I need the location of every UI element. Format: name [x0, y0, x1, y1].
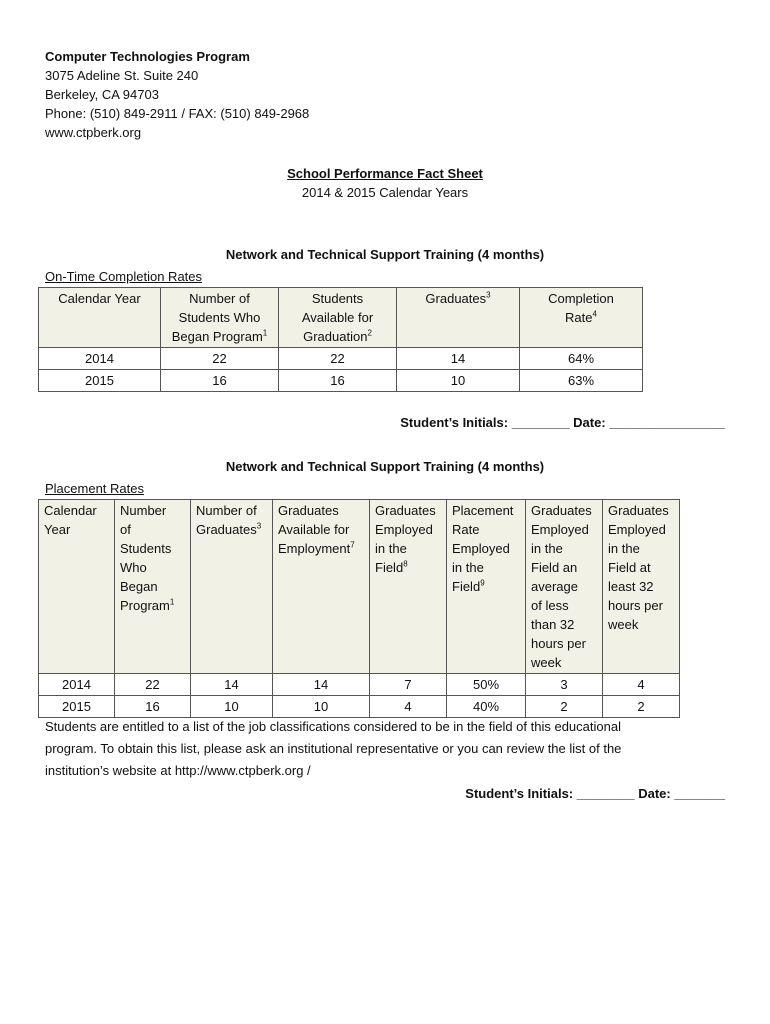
section1-caption: On-Time Completion Rates — [45, 269, 203, 284]
table-row — [39, 370, 643, 392]
note-line-1: Students are entitled to a list of the job classifications considered to be in the field of this educational — [45, 719, 621, 734]
cell-graduates: 10 — [191, 696, 273, 718]
section2-program-title: Network and Technical Support Training (4 months) — [225, 459, 545, 474]
cell-available: 14 — [273, 674, 370, 696]
col-header-graduates: Number of Graduates$^3$ — [191, 500, 273, 674]
table-header-row — [39, 500, 680, 674]
initials-label: Student’s Initials: — [400, 415, 509, 430]
initials-field[interactable]: ________ — [511, 415, 570, 430]
col-header-began: Number of Students Who Began Program$^1$ — [161, 288, 279, 348]
cell-graduates: 10 — [397, 370, 520, 392]
col-header-employed: Graduates Employed in the Field$^8$ — [370, 500, 447, 674]
col-header-placement-rate: Placement Rate Employed in the Field$^9$ — [447, 500, 526, 674]
cell-began: 16 — [115, 696, 191, 718]
section1-program-title: Network and Technical Support Training (4 months) — [225, 247, 545, 262]
date-field[interactable]: ________________ — [609, 415, 725, 430]
table-header-row — [39, 288, 643, 348]
table-row — [39, 674, 680, 696]
section2-caption: Placement Rates — [45, 481, 144, 496]
completion-rates-table — [38, 287, 643, 392]
header-block — [45, 47, 309, 142]
cell-less-than-32: 2 — [526, 696, 603, 718]
col-header-year: Calendar Year — [39, 288, 161, 348]
cell-year: 2014 — [39, 348, 161, 370]
col-header-less-than-32: Graduates Employed in the Field an average of less than 32 hours per week — [526, 500, 603, 674]
note-line-2: program. To obtain this list, please ask an institutional representative or you can review the list of the — [45, 741, 622, 756]
note-line-3: institution’s website at http://www.ctpberk.org / — [45, 763, 311, 778]
cell-rate: 50% — [447, 674, 526, 696]
table-row — [39, 696, 680, 718]
col-header-graduates: Graduates$^3$ — [397, 288, 520, 348]
col-header-available: Students Available for Graduation$^2$ — [279, 288, 397, 348]
cell-available: 22 — [279, 348, 397, 370]
org-name: Computer Technologies Program — [45, 49, 250, 64]
cell-employed: 4 — [370, 696, 447, 718]
initials-label: Student’s Initials: — [465, 786, 574, 801]
page-subtitle: 2014 & 2015 Calendar Years — [301, 185, 469, 200]
cell-began: 16 — [161, 370, 279, 392]
table-row — [39, 348, 643, 370]
col-header-year: Calendar Year — [39, 500, 115, 674]
address-line-2: Berkeley, CA 94703 — [45, 87, 159, 102]
date-label: Date: — [638, 786, 671, 801]
website: www.ctpberk.org — [45, 125, 142, 140]
cell-employed: 7 — [370, 674, 447, 696]
cell-rate: 40% — [447, 696, 526, 718]
title-block — [0, 164, 770, 202]
section2-initials-line — [465, 784, 725, 803]
placement-rates-table — [38, 499, 680, 718]
cell-year: 2015 — [39, 696, 115, 718]
cell-at-least-32: 4 — [603, 674, 680, 696]
section1-initials-line — [400, 413, 725, 432]
cell-began: 22 — [161, 348, 279, 370]
job-classification-note — [45, 716, 735, 782]
address-line-1: 3075 Adeline St. Suite 240 — [45, 68, 199, 83]
cell-available: 16 — [279, 370, 397, 392]
col-header-completion-rate: Completion Rate$^4$ — [520, 288, 643, 348]
cell-available: 10 — [273, 696, 370, 718]
date-label: Date: — [573, 415, 606, 430]
page-title: School Performance Fact Sheet — [287, 166, 483, 181]
cell-graduates: 14 — [191, 674, 273, 696]
col-header-available: Graduates Available for Employment$^7$ — [273, 500, 370, 674]
cell-began: 22 — [115, 674, 191, 696]
cell-rate: 64% — [520, 348, 643, 370]
phone-fax: Phone: (510) 849-2911 / FAX: (510) 849-2968 — [45, 106, 310, 121]
cell-less-than-32: 3 — [526, 674, 603, 696]
initials-field[interactable]: ________ — [576, 786, 635, 801]
cell-graduates: 14 — [397, 348, 520, 370]
col-header-began: Number of Students Who Began Program$^1$ — [115, 500, 191, 674]
col-header-at-least-32: Graduates Employed in the Field at least 32 hours per week — [603, 500, 680, 674]
cell-year: 2014 — [39, 674, 115, 696]
date-field[interactable]: _______ — [674, 786, 725, 801]
cell-at-least-32: 2 — [603, 696, 680, 718]
cell-year: 2015 — [39, 370, 161, 392]
cell-rate: 63% — [520, 370, 643, 392]
